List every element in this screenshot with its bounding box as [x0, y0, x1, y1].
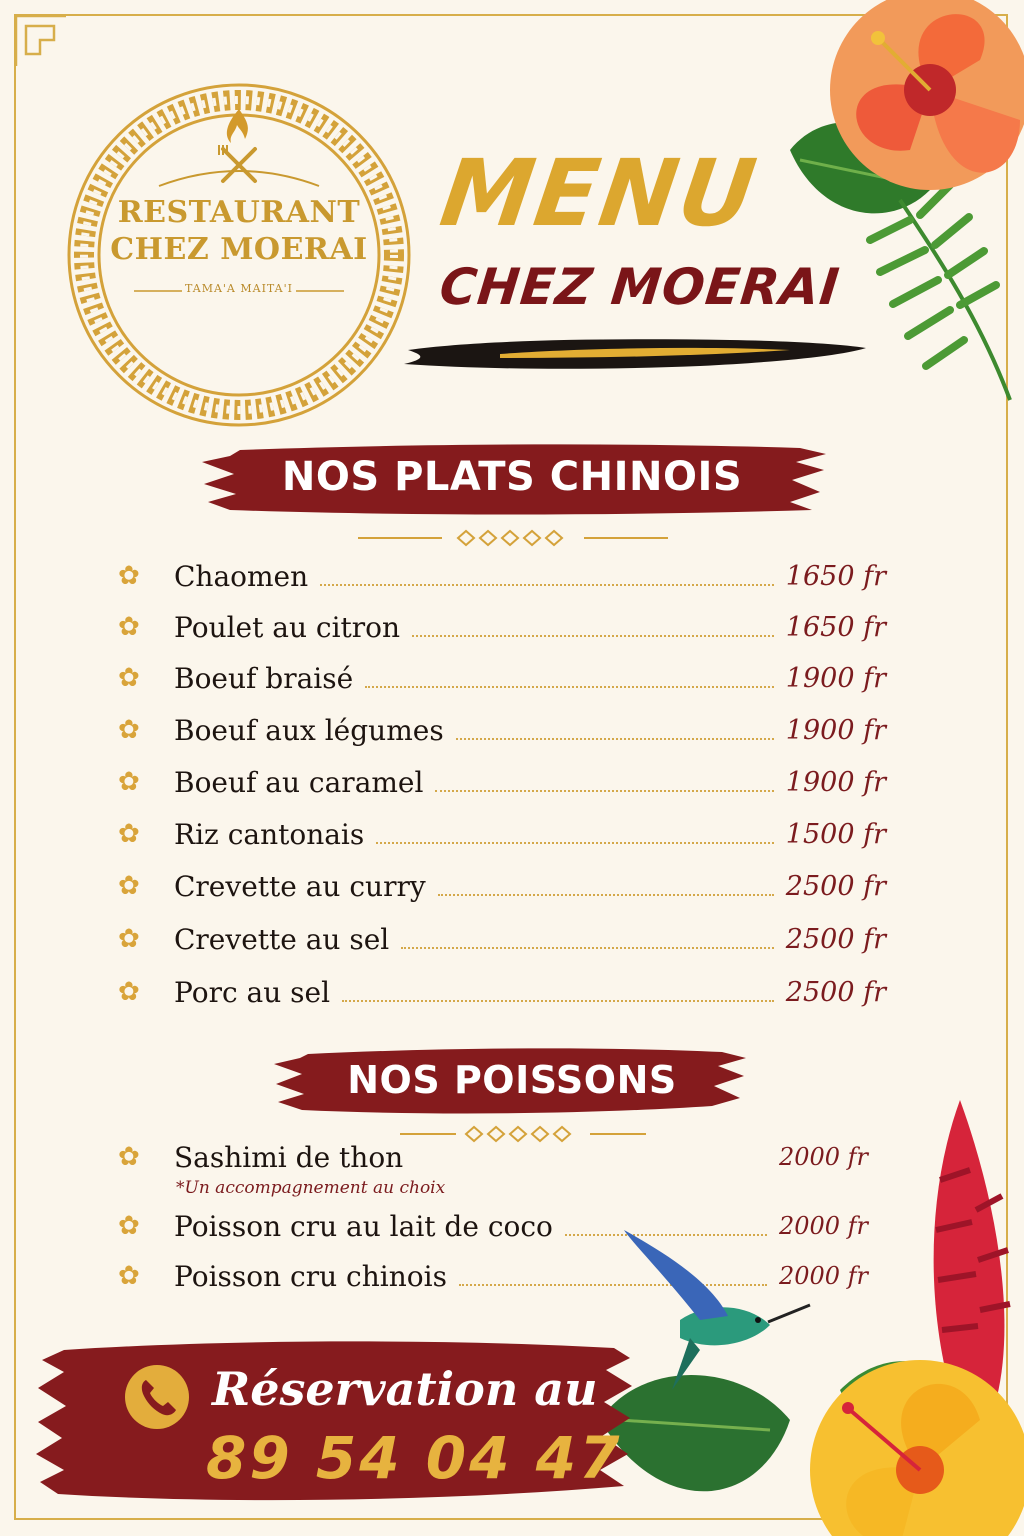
- dot-leader: [365, 668, 774, 688]
- item-price: 2000 fr: [778, 1212, 868, 1240]
- menu-subtitle: CHEZ MOERAI: [436, 258, 843, 316]
- item-name: Poulet au citron: [174, 610, 401, 644]
- item-name: Chaomen: [174, 559, 309, 593]
- item-name: Poisson cru chinois: [174, 1259, 447, 1293]
- restaurant-logo: [64, 80, 414, 430]
- flower-bullet-icon: ✿: [118, 871, 140, 901]
- phone-icon: [122, 1362, 192, 1432]
- logo-tagline: TAMA'A MAITA'I: [185, 282, 293, 295]
- section-title-plats: NOS PLATS CHINOIS: [281, 454, 743, 500]
- list-item: [118, 762, 886, 802]
- flower-bullet-icon: ✿: [118, 1261, 140, 1291]
- list-item: [118, 556, 886, 596]
- dot-leader: [376, 824, 774, 844]
- dot-leader: [342, 982, 774, 1002]
- item-price: 1900 fr: [785, 714, 886, 746]
- reservation-label: Réservation au: [212, 1362, 598, 1416]
- list-item: [118, 607, 886, 647]
- list-item: [118, 972, 886, 1012]
- flower-bullet-icon: ✿: [118, 924, 140, 954]
- logo-line-2: CHEZ MOERAI: [110, 232, 368, 267]
- logo-arc: [154, 160, 324, 190]
- item-price: 2500 fr: [785, 976, 886, 1008]
- tropical-decor-bottom: [600, 1090, 1024, 1536]
- reservation-phone[interactable]: 89 54 04 47: [206, 1424, 623, 1492]
- dot-leader: [456, 720, 774, 740]
- item-price: 1500 fr: [785, 818, 886, 850]
- item-price: 2500 fr: [785, 870, 886, 902]
- item-name: Crevette au sel: [174, 922, 390, 956]
- list-item: [118, 710, 886, 750]
- item-price: 1900 fr: [785, 662, 886, 694]
- corner-ornament: [14, 14, 78, 78]
- item-price: 1650 fr: [785, 611, 886, 643]
- flower-bullet-icon: ✿: [118, 663, 140, 693]
- item-note: *Un accompagnement au choix: [176, 1178, 446, 1198]
- flower-bullet-icon: ✿: [118, 977, 140, 1007]
- list-item: [118, 866, 886, 906]
- item-name: Porc au sel: [174, 975, 331, 1009]
- item-name: Riz cantonais: [174, 817, 365, 851]
- list-item: [118, 658, 886, 698]
- item-price: 2000 fr: [778, 1143, 868, 1171]
- item-name: Sashimi de thon: [174, 1140, 404, 1174]
- section-title-poissons: NOS POISSONS: [347, 1058, 677, 1102]
- item-name: Boeuf braisé: [174, 661, 354, 695]
- item-name: Crevette au curry: [174, 869, 426, 903]
- hummingbird-icon: [624, 1230, 810, 1390]
- diamond-divider: [358, 528, 668, 548]
- item-price: 1650 fr: [785, 560, 886, 592]
- item-price: 2000 fr: [778, 1262, 868, 1290]
- dot-leader: [435, 772, 773, 792]
- item-price: 1900 fr: [785, 766, 886, 798]
- item-name: Boeuf au caramel: [174, 765, 424, 799]
- item-name: Boeuf aux légumes: [174, 713, 444, 747]
- list-item: [118, 919, 886, 959]
- item-price: 2500 fr: [785, 923, 886, 955]
- item-name: Poisson cru au lait de coco: [174, 1209, 553, 1243]
- list-item: [118, 814, 886, 854]
- flower-bullet-icon: ✿: [118, 715, 140, 745]
- logo-line-1: RESTAURANT: [117, 195, 361, 230]
- dot-leader: [438, 876, 774, 896]
- dot-leader: [320, 566, 774, 586]
- flower-bullet-icon: ✿: [118, 1142, 140, 1172]
- dot-leader: [412, 617, 774, 637]
- flower-bullet-icon: ✿: [118, 819, 140, 849]
- palm-leaf-icon: [870, 185, 1010, 400]
- flower-bullet-icon: ✿: [118, 767, 140, 797]
- flower-bullet-icon: ✿: [118, 1211, 140, 1241]
- dot-leader: [401, 929, 774, 949]
- tropical-decor-top: [680, 0, 1024, 420]
- menu-title: MENU: [434, 140, 764, 247]
- flower-bullet-icon: ✿: [118, 561, 140, 591]
- flower-bullet-icon: ✿: [118, 612, 140, 642]
